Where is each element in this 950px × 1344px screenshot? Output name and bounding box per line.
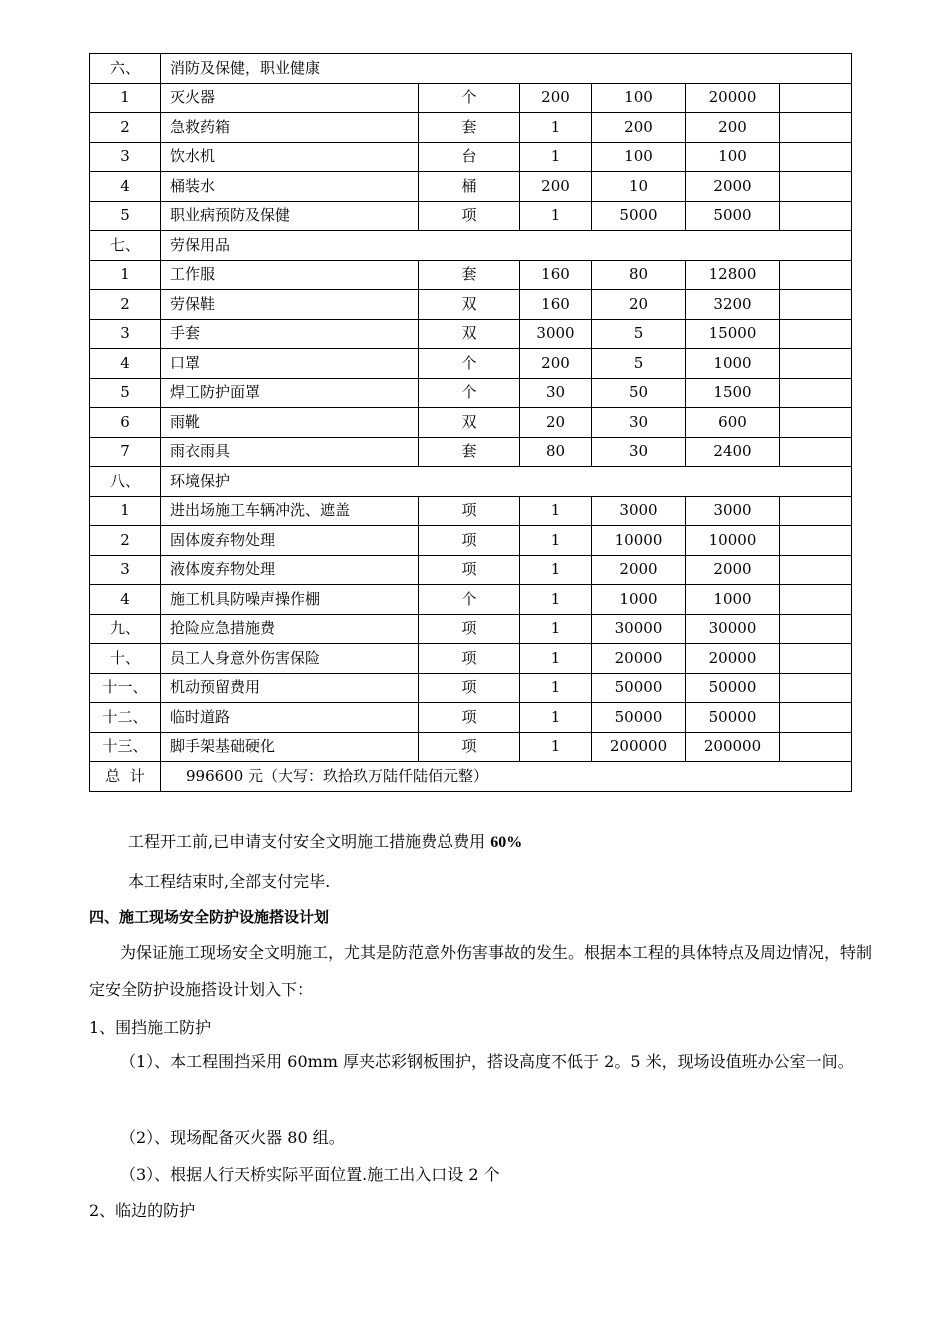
total-row: [90, 762, 852, 792]
item-unit-price: 100: [592, 83, 686, 113]
section-title: 劳保用品: [161, 231, 852, 261]
item-remark: [780, 378, 852, 408]
item-remark: [780, 83, 852, 113]
table-row: [90, 172, 852, 202]
item-unit: 项: [419, 526, 520, 556]
table-row: [90, 585, 852, 615]
item-name: 脚手架基础硬化: [161, 732, 419, 762]
item-number: 5: [90, 201, 161, 231]
item-number: 十、: [90, 644, 161, 674]
item-quantity: 1: [520, 644, 592, 674]
item-remark: [780, 408, 852, 438]
item-total: 50000: [686, 673, 780, 703]
item-quantity: 160: [520, 290, 592, 320]
table-row: [90, 142, 852, 172]
item-number: 2: [90, 526, 161, 556]
item-remark: [780, 437, 852, 467]
item-unit: 套: [419, 437, 520, 467]
item-unit: 双: [419, 319, 520, 349]
prepayment-text: 工程开工前,已申请支付安全文明施工措施费总费用: [128, 832, 491, 851]
section-number: 七、: [90, 231, 161, 261]
item-number: 十三、: [90, 732, 161, 762]
table-row: [90, 614, 852, 644]
item-remark: [780, 142, 852, 172]
item-quantity: 1: [520, 496, 592, 526]
table-row: [90, 673, 852, 703]
item-unit: 项: [419, 201, 520, 231]
item-name: 急救药箱: [161, 113, 419, 143]
item-unit-price: 5: [592, 349, 686, 379]
section-header-row: [90, 54, 852, 84]
item-total: 15000: [686, 319, 780, 349]
item-unit: 双: [419, 408, 520, 438]
section-title: 环境保护: [161, 467, 852, 497]
table-row: [90, 732, 852, 762]
item-name: 饮水机: [161, 142, 419, 172]
item-unit-price: 5: [592, 319, 686, 349]
item-quantity: 1: [520, 142, 592, 172]
item-total: 30000: [686, 614, 780, 644]
item-quantity: 1: [520, 732, 592, 762]
item-unit: 项: [419, 496, 520, 526]
item-unit: 个: [419, 585, 520, 615]
item-name: 机动预留费用: [161, 673, 419, 703]
item-remark: [780, 526, 852, 556]
item-quantity: 80: [520, 437, 592, 467]
item-unit: 个: [419, 83, 520, 113]
cost-table: [89, 53, 852, 792]
item-name: 工作服: [161, 260, 419, 290]
item-quantity: 1: [520, 201, 592, 231]
item-remark: [780, 201, 852, 231]
paragraph-sub-1: （1）、本工程围挡采用 60mm 厚夹芯彩钢板围护，搭设高度不低于 2。5 米，现场设值班办公室一间。: [120, 1052, 854, 1071]
item-quantity: 3000: [520, 319, 592, 349]
item-number: 2: [90, 290, 161, 320]
item-name: 进出场施工车辆冲洗、遮盖: [161, 496, 419, 526]
item-quantity: 1: [520, 113, 592, 143]
section-number: 六、: [90, 54, 161, 84]
item-unit-price: 20: [592, 290, 686, 320]
paragraph-intro: 为保证施工现场安全文明施工，尤其是防范意外伤害事故的发生。根据本工程的具体特点及周边情况，特制定安全防护设施搭设计划入下：: [89, 943, 873, 999]
table-row: [90, 526, 852, 556]
list-item-1: 1、围挡施工防护: [89, 1018, 212, 1037]
paragraph-sub-3: （3）、根据人行天桥实际平面位置.施工出入口设 2 个: [120, 1165, 500, 1184]
item-name: 员工人身意外伤害保险: [161, 644, 419, 674]
item-total: 2400: [686, 437, 780, 467]
item-remark: [780, 614, 852, 644]
item-number: 4: [90, 585, 161, 615]
item-total: 10000: [686, 526, 780, 556]
item-number: 3: [90, 555, 161, 585]
item-unit-price: 1000: [592, 585, 686, 615]
item-total: 3200: [686, 290, 780, 320]
item-quantity: 1: [520, 703, 592, 733]
item-name: 灭火器: [161, 83, 419, 113]
item-name: 抢险应急措施费: [161, 614, 419, 644]
table-row: [90, 644, 852, 674]
item-remark: [780, 319, 852, 349]
section-title: 消防及保健，职业健康: [161, 54, 852, 84]
item-unit-price: 30000: [592, 614, 686, 644]
table-row: [90, 496, 852, 526]
prepayment-percent: 60%: [490, 834, 523, 851]
item-remark: [780, 585, 852, 615]
item-total: 2000: [686, 555, 780, 585]
item-unit: 台: [419, 142, 520, 172]
table-row: [90, 408, 852, 438]
item-total: 50000: [686, 703, 780, 733]
item-number: 九、: [90, 614, 161, 644]
item-number: 5: [90, 378, 161, 408]
table-row: [90, 113, 852, 143]
table-row: [90, 437, 852, 467]
item-name: 桶装水: [161, 172, 419, 202]
item-unit-price: 30: [592, 437, 686, 467]
item-number: 2: [90, 113, 161, 143]
item-unit: 项: [419, 673, 520, 703]
table-row: [90, 555, 852, 585]
table-row: [90, 319, 852, 349]
item-unit-price: 80: [592, 260, 686, 290]
item-remark: [780, 555, 852, 585]
item-name: 施工机具防噪声操作棚: [161, 585, 419, 615]
item-total: 200000: [686, 732, 780, 762]
table-row: [90, 703, 852, 733]
item-unit-price: 50000: [592, 703, 686, 733]
item-name: 液体废弃物处理: [161, 555, 419, 585]
item-unit: 项: [419, 732, 520, 762]
table-row: [90, 83, 852, 113]
item-quantity: 200: [520, 83, 592, 113]
item-name: 固体废弃物处理: [161, 526, 419, 556]
item-unit: 项: [419, 555, 520, 585]
item-unit: 桶: [419, 172, 520, 202]
table-row: [90, 378, 852, 408]
item-total: 1000: [686, 585, 780, 615]
item-number: 7: [90, 437, 161, 467]
list-item-2: 2、临边的防护: [89, 1201, 196, 1220]
item-quantity: 30: [520, 378, 592, 408]
item-unit-price: 2000: [592, 555, 686, 585]
item-name: 手套: [161, 319, 419, 349]
total-amount: 996600 元（大写：玖拾玖万陆仟陆佰元整）: [161, 762, 852, 792]
item-remark: [780, 644, 852, 674]
item-quantity: 1: [520, 526, 592, 556]
item-name: 雨衣雨具: [161, 437, 419, 467]
item-unit-price: 200000: [592, 732, 686, 762]
item-remark: [780, 172, 852, 202]
item-total: 20000: [686, 644, 780, 674]
item-quantity: 200: [520, 349, 592, 379]
item-number: 1: [90, 83, 161, 113]
item-number: 4: [90, 172, 161, 202]
item-unit-price: 20000: [592, 644, 686, 674]
item-quantity: 20: [520, 408, 592, 438]
item-remark: [780, 496, 852, 526]
item-unit-price: 10000: [592, 526, 686, 556]
item-number: 6: [90, 408, 161, 438]
item-unit-price: 5000: [592, 201, 686, 231]
item-number: 3: [90, 142, 161, 172]
table-row: [90, 260, 852, 290]
item-unit: 个: [419, 378, 520, 408]
item-unit: 项: [419, 614, 520, 644]
paragraph-completion: 本工程结束时,全部支付完毕.: [128, 872, 331, 891]
section-header-row: [90, 467, 852, 497]
item-remark: [780, 349, 852, 379]
table-row: [90, 349, 852, 379]
item-unit-price: 30: [592, 408, 686, 438]
item-unit-price: 10: [592, 172, 686, 202]
item-unit: 套: [419, 113, 520, 143]
item-unit-price: 50: [592, 378, 686, 408]
item-remark: [780, 703, 852, 733]
item-total: 20000: [686, 83, 780, 113]
item-name: 雨靴: [161, 408, 419, 438]
item-name: 口罩: [161, 349, 419, 379]
item-name: 劳保鞋: [161, 290, 419, 320]
section-header-row: [90, 231, 852, 261]
item-total: 2000: [686, 172, 780, 202]
item-unit: 个: [419, 349, 520, 379]
item-name: 焊工防护面罩: [161, 378, 419, 408]
item-total: 3000: [686, 496, 780, 526]
item-unit: 套: [419, 260, 520, 290]
item-remark: [780, 113, 852, 143]
section-heading-4: 四、施工现场安全防护设施搭设计划: [89, 908, 330, 926]
item-number: 1: [90, 496, 161, 526]
item-quantity: 1: [520, 673, 592, 703]
item-total: 200: [686, 113, 780, 143]
item-quantity: 160: [520, 260, 592, 290]
table-row: [90, 290, 852, 320]
item-unit: 项: [419, 703, 520, 733]
item-name: 临时道路: [161, 703, 419, 733]
item-quantity: 1: [520, 614, 592, 644]
item-total: 100: [686, 142, 780, 172]
item-remark: [780, 290, 852, 320]
item-remark: [780, 673, 852, 703]
total-label: 总 计: [90, 762, 161, 792]
item-quantity: 1: [520, 555, 592, 585]
item-quantity: 200: [520, 172, 592, 202]
item-total: 600: [686, 408, 780, 438]
item-unit-price: 200: [592, 113, 686, 143]
section-number: 八、: [90, 467, 161, 497]
item-number: 4: [90, 349, 161, 379]
item-total: 1500: [686, 378, 780, 408]
item-number: 十一、: [90, 673, 161, 703]
item-remark: [780, 260, 852, 290]
cost-table-body: [90, 54, 852, 792]
item-name: 职业病预防及保健: [161, 201, 419, 231]
item-number: 3: [90, 319, 161, 349]
item-quantity: 1: [520, 585, 592, 615]
item-total: 1000: [686, 349, 780, 379]
item-unit-price: 50000: [592, 673, 686, 703]
item-unit: 项: [419, 644, 520, 674]
item-total: 12800: [686, 260, 780, 290]
item-unit-price: 100: [592, 142, 686, 172]
item-unit-price: 3000: [592, 496, 686, 526]
item-total: 5000: [686, 201, 780, 231]
item-unit: 双: [419, 290, 520, 320]
item-number: 十二、: [90, 703, 161, 733]
paragraph-sub-2: （2）、现场配备灭火器 80 组。: [120, 1128, 345, 1147]
table-row: [90, 201, 852, 231]
item-remark: [780, 732, 852, 762]
item-number: 1: [90, 260, 161, 290]
paragraph-prepayment: [128, 832, 888, 854]
